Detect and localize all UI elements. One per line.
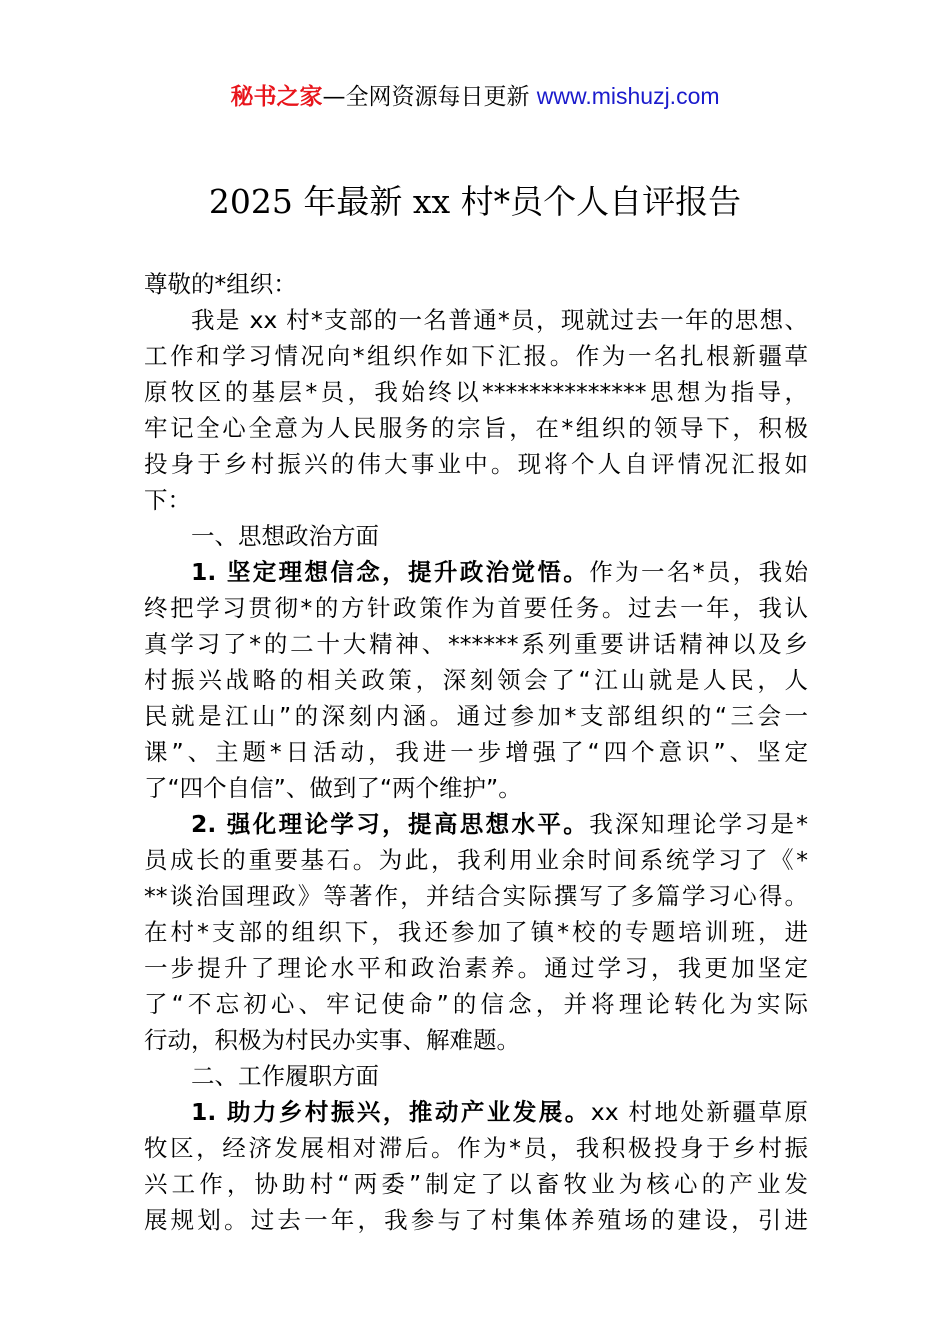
site-url-link[interactable]: www.mishuzj.com (536, 83, 720, 109)
line-text: 尊敬的*组织： (144, 270, 297, 298)
document-body (144, 266, 808, 1238)
line-text: 了“四个自信”、做到了“两个维护”。 (144, 774, 522, 802)
paragraph-line (144, 770, 808, 806)
heading-text: 一、思想政治方面 (191, 522, 379, 550)
paragraph-line (144, 410, 808, 446)
point-heading: 1. 助力乡村振兴，推动产业发展。 (191, 1098, 591, 1126)
paragraph-line (144, 1022, 808, 1058)
paragraph-line (144, 698, 808, 734)
line-text: 真学习了*的二十大精神、******系列重要讲话精神以及乡 (144, 630, 808, 658)
line-text: 我深知理论学习是* (589, 810, 808, 838)
paragraph-line (144, 338, 808, 374)
paragraph-line (144, 446, 808, 482)
paragraph-line (144, 1094, 808, 1130)
line-text: 行动，积极为村民办实事、解难题。 (144, 1026, 520, 1054)
line-text: 终把学习贯彻*的方针政策作为首要任务。过去一年，我认 (144, 594, 808, 622)
heading-text: 二、工作履职方面 (191, 1062, 379, 1090)
paragraph-line (144, 806, 808, 842)
paragraph-line (144, 482, 808, 518)
section-heading (144, 518, 808, 554)
paragraph-line (144, 554, 808, 590)
paragraph-line (144, 734, 808, 770)
line-text: 投身于乡村振兴的伟大事业中。现将个人自评情况汇报如 (144, 450, 808, 478)
paragraph-line (144, 626, 808, 662)
line-text: 员成长的重要基石。为此，我利用业余时间系统学习了《* (144, 846, 808, 874)
line-text: 原牧区的基层*员，我始终以**************思想为指导， (144, 378, 808, 406)
point-heading: 2. 强化理论学习，提高思想水平。 (191, 810, 590, 838)
document-title: 2025 年最新 xx 村*员个人自评报告 (208, 182, 742, 221)
section-heading (144, 1058, 808, 1094)
paragraph-line (144, 1130, 808, 1166)
paragraph-line (144, 878, 808, 914)
line-text: 牢记全心全意为人民服务的宗旨，在*组织的领导下，积极 (144, 414, 808, 442)
line-text: **谈治国理政》等著作，并结合实际撰写了多篇学习心得。 (144, 882, 808, 910)
line-text: 课”、主题*日活动，我进一步增强了“四个意识”、坚定 (144, 738, 808, 766)
paragraph-line (144, 302, 808, 338)
paragraph-line (144, 590, 808, 626)
line-text: 我是 xx 村*支部的一名普通*员，现就过去一年的思想、 (191, 306, 808, 334)
line-text: 村振兴战略的相关政策，深刻领会了“江山就是人民，人 (144, 666, 808, 694)
paragraph-line (144, 914, 808, 950)
line-text: 在村*支部的组织下，我还参加了镇*校的专题培训班，进 (144, 918, 808, 946)
site-brand[interactable]: 秘书之家 (230, 84, 323, 110)
line-text: 下： (144, 486, 191, 514)
line-text: 兴工作，协助村“两委”制定了以畜牧业为核心的产业发 (144, 1170, 808, 1198)
line-text: 展规划。过去一年，我参与了村集体养殖场的建设，引进 (144, 1206, 808, 1234)
salutation (144, 266, 808, 302)
site-tagline: —全网资源每日更新 (322, 84, 537, 110)
paragraph-line (144, 1202, 808, 1238)
paragraph-line (144, 842, 808, 878)
line-text: 民就是江山”的深刻内涵。通过参加*支部组织的“三会一 (144, 702, 808, 730)
paragraph-line (144, 374, 808, 410)
line-text: xx 村地处新疆草原 (590, 1098, 808, 1126)
line-text: 一步提升了理论水平和政治素养。通过学习，我更加坚定 (144, 954, 808, 982)
paragraph-line (144, 662, 808, 698)
paragraph-line (144, 1166, 808, 1202)
line-text: 了“不忘初心、牢记使命”的信念，并将理论转化为实际 (144, 990, 808, 1018)
paragraph-line (144, 986, 808, 1022)
paragraph-line (144, 950, 808, 986)
site-header (0, 80, 950, 113)
point-heading: 1. 坚定理想信念，提升政治觉悟。 (191, 558, 590, 586)
line-text: 牧区，经济发展相对滞后。作为*员，我积极投身于乡村振 (144, 1134, 808, 1162)
line-text: 作为一名*员，我始 (589, 558, 808, 586)
line-text: 工作和学习情况向*组织作如下汇报。作为一名扎根新疆草 (144, 342, 808, 370)
